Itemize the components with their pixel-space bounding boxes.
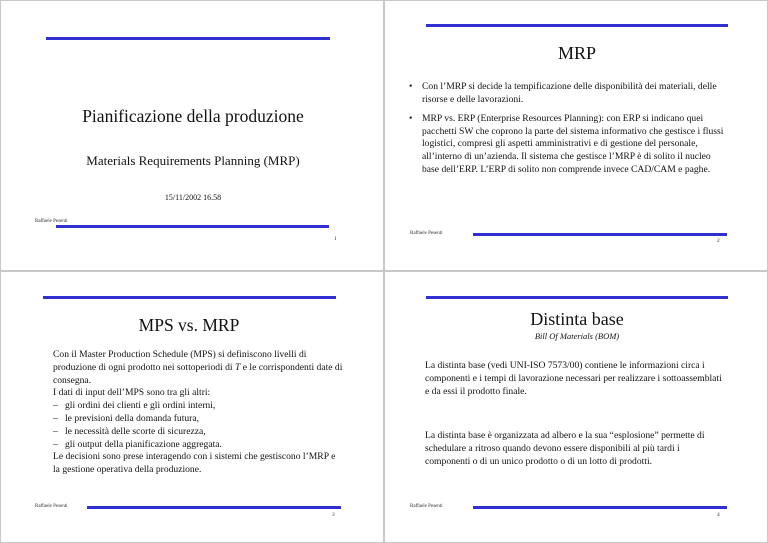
- list-item-text: gli output della pianificazione aggregata.: [65, 438, 222, 450]
- slide-author: Raffaele Pesenti: [410, 504, 443, 509]
- slide-top-rule: [43, 296, 336, 299]
- page-number: 1: [334, 236, 337, 242]
- period-variable: T: [235, 361, 241, 373]
- intro-text-end: e le corrispondenti date di consegna.: [53, 361, 343, 386]
- list-item: [53, 439, 343, 452]
- dash-icon: –: [53, 438, 58, 450]
- slide-author: Raffaele Pesenti: [410, 231, 443, 236]
- bullet-text: Con l’MRP si decide la tempificazione delle disponibilità dei materiali, delle risorse e delle lavorazioni.: [422, 81, 717, 105]
- slide-subtitle: Materials Requirements Planning (MRP): [86, 153, 300, 168]
- slide-bottom-rule: [473, 506, 727, 509]
- list-item: [53, 400, 343, 413]
- bullet-text: MRP vs. ERP (Enterprise Resources Planning): con ERP si indicano quei pacchetti SW che coprono la parte del sistema informativo che gestisce i flussi logistici, compresi gli aspetti amministrativi e di gestione del personale, all’interno di un’azienda. Il sistema che gestisce l’MRP è di solito il nucleo base dell’ERP. L’ERP di solito non comprende invece CAD/CAM e paghe.: [422, 113, 724, 175]
- list-item-text: le previsioni della domanda futura,: [65, 412, 200, 424]
- slide-body: [53, 349, 343, 477]
- slide-1: [0, 0, 384, 271]
- slide-bottom-rule: [87, 506, 341, 509]
- slide-author: Raffaele Pesenti: [35, 504, 68, 509]
- slide-bottom-rule: [473, 233, 727, 236]
- slide-title: Distinta base: [530, 309, 624, 329]
- list-item: [53, 426, 343, 439]
- bullet-list: [409, 81, 729, 183]
- slide-title: Pianificazione della produzione: [82, 106, 304, 126]
- page-number: 4: [717, 512, 720, 518]
- slide-4: [384, 271, 768, 543]
- dash-icon: –: [53, 425, 58, 437]
- list-item: [53, 413, 343, 426]
- closing-paragraph: Le decisioni sono prese interagendo con i sistemi che gestiscono l’MRP e la gestione operativa della produzione.: [53, 451, 336, 476]
- list-item: [409, 81, 729, 106]
- intro-paragraph: [53, 349, 343, 387]
- slide-subtitle: Bill Of Materials (BOM): [534, 331, 620, 341]
- slide-date: 15/11/2002 16.58: [164, 193, 222, 202]
- page-number: 3: [332, 512, 335, 518]
- list-item: [409, 113, 729, 176]
- slide-top-rule: [426, 296, 728, 299]
- slide-2: [384, 0, 768, 271]
- paragraph: La distinta base (vedi UNI-ISO 7573/00) contiene le informazioni circa i componenti e i tempi di lavorazione necessari per realizzare i sottoassemblati e da essi il prodotto finale.: [425, 360, 722, 397]
- list-item-text: gli ordini dei clienti e gli ordini interni,: [65, 400, 216, 412]
- dash-icon: –: [53, 412, 58, 424]
- inputs-intro: I dati di input dell’MPS sono tra gli altri:: [53, 387, 211, 399]
- slide-top-rule: [46, 37, 330, 40]
- paragraph: La distinta base è organizzata ad albero e la sua “esplosione” permette di schedulare a ritroso quando devono essere disponibili al più tardi i componenti o di un unico prodotto o di un lotto di prodotti.: [425, 430, 705, 467]
- slide-author: Raffaele Pesenti: [35, 219, 68, 224]
- slide-title: MRP: [557, 43, 597, 63]
- list-item-text: le necessità delle scorte di sicurezza,: [65, 425, 206, 437]
- page-number: 2: [717, 238, 720, 244]
- slide-3: [0, 271, 384, 543]
- dash-icon: –: [53, 400, 58, 412]
- slide-title: MPS vs. MRP: [138, 315, 240, 335]
- intro-text: Con il Master Production Schedule (MPS) si definiscono livelli di produzione di ogni prodotto nei sottoperiodi di: [53, 349, 307, 373]
- slide-bottom-rule: [56, 225, 329, 228]
- bullet-icon: •: [409, 113, 413, 125]
- bullet-icon: •: [409, 81, 413, 92]
- slide-top-rule: [426, 24, 728, 27]
